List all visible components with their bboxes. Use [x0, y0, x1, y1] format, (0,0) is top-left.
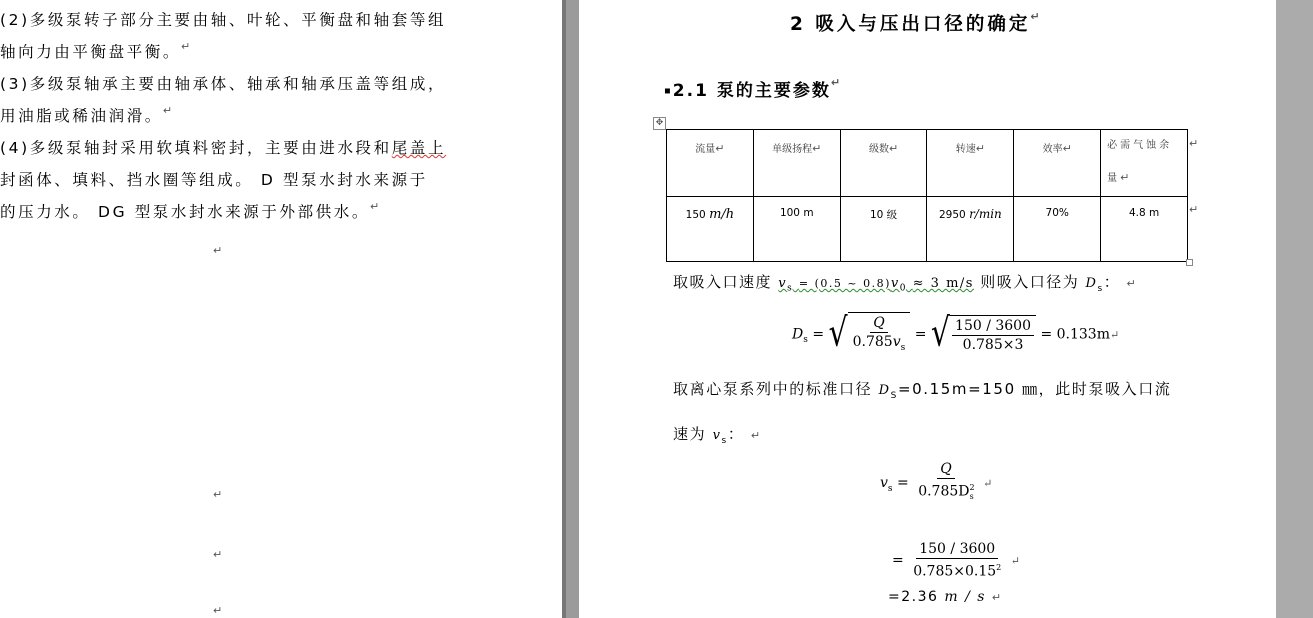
- table-header-cell: 流量↵: [667, 130, 754, 197]
- table-cell: 100 m: [753, 197, 840, 262]
- paragraph-mark: ↵: [181, 40, 193, 53]
- paragraph-mark: ↵: [213, 244, 223, 257]
- left-line-7: 的压力水。 DG 型泵水封水来源于外部供水。 ↵: [0, 200, 382, 221]
- table-cell: 10 级: [840, 197, 927, 262]
- equation-velocity-result: =2.36 m / s ↵: [888, 589, 1003, 605]
- table-header-cell: 效率↵: [1014, 130, 1101, 197]
- workspace-background: [1276, 0, 1313, 618]
- equation-diameter: $D_s$ = √ $\frac{Q}{0.785v_s}$ = √ $\frac{150 / 3600}{0.785\times 3}$ = 0.133m↵: [792, 310, 1120, 357]
- paragraph-mark: ↵: [213, 548, 223, 561]
- table-header-cell: 转速↵: [927, 130, 1014, 197]
- table-header-cell: 级数↵: [840, 130, 927, 197]
- section-heading: 2 吸入与压出口径的确定 ↵: [790, 10, 1043, 35]
- table-resize-handle[interactable]: [1186, 259, 1193, 266]
- table-cell: 4.8 m: [1101, 197, 1188, 262]
- row-end-mark: ↵: [1189, 137, 1199, 150]
- table-header-cell: 单级扬程↵: [753, 130, 840, 197]
- paragraph-intake-velocity: 取吸入口速度 $v_s = (0.5$ ~ $0.8)v_0 \approx 3$ m/s 则吸入口径为 $D_s$： ↵: [673, 273, 1138, 294]
- paragraph-mark: ↵: [370, 200, 382, 213]
- paragraph-mark: ↵: [213, 488, 223, 501]
- table-cell: 150 m/h: [667, 197, 754, 262]
- paragraph-standard-diameter: 取离心泵系列中的标准口径 $D_S=0.15m=150$ ㎜，此时泵吸入口流: [673, 380, 1172, 401]
- parameters-table: [666, 129, 1188, 262]
- equation-velocity: $v_s$ = $\frac{Q}{0.785D^2_s}$ ↵: [880, 461, 993, 502]
- left-line-5: (4)多级泵轴封采用软填料密封，主要由进水段和尾盖上: [0, 139, 447, 157]
- row-end-mark: ↵: [1189, 203, 1199, 216]
- table-cell: 70%: [1014, 197, 1101, 262]
- table-move-handle[interactable]: ✥: [653, 117, 666, 130]
- paragraph-mark: ↵: [162, 104, 175, 117]
- equation-velocity-numeric: = $\frac{150 / 3600}{0.785\times 0.15^2}$ ↵: [892, 541, 1020, 580]
- left-line-3: (3)多级泵轴承主要由轴承体、轴承和轴承压盖等组成，: [0, 75, 447, 93]
- paragraph-velocity-label: 速为 $v_s$： ↵: [673, 425, 762, 446]
- page-divider: [562, 0, 566, 618]
- table-cell: 2950 r/min: [927, 197, 1014, 262]
- paragraph-mark: ↵: [1030, 10, 1043, 23]
- paragraph-mark: ↵: [830, 76, 843, 89]
- left-line-1: (2)多级泵转子部分主要由轴、叶轮、平衡盘和轴套等组: [0, 11, 447, 29]
- left-line-2: 轴向力由平衡盘平衡。 ↵: [0, 40, 193, 61]
- left-line-6: 封函体、填料、挡水圈等组成。 D 型泵水封水来源于: [0, 171, 428, 189]
- table-header-cell: 必需气蚀余 量↵: [1101, 130, 1188, 197]
- subsection-heading: ▪2.1 泵的主要参数 ↵: [664, 76, 843, 101]
- left-line-4: 用油脂或稀油润滑。 ↵: [0, 104, 175, 125]
- spellcheck-word: 尾盖上: [391, 139, 447, 157]
- paragraph-mark: ↵: [213, 604, 223, 617]
